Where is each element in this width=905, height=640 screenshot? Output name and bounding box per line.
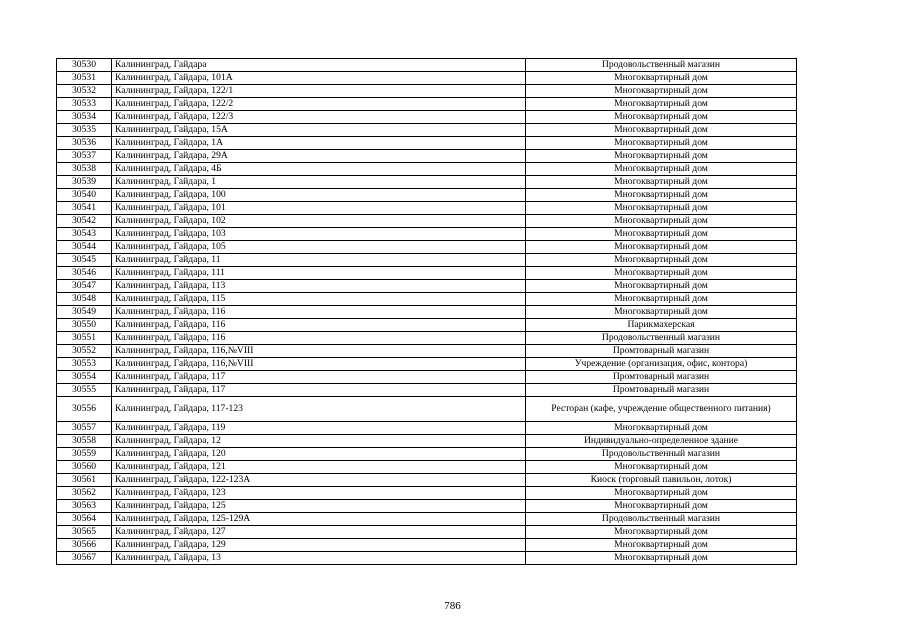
row-address: Калининград, Гайдара, 116 — [112, 332, 526, 345]
row-address: Калининград, Гайдара, 121 — [112, 461, 526, 474]
row-object-type: Продовольственный магазин — [526, 332, 797, 345]
row-address: Калининград, Гайдара, 122-123А — [112, 474, 526, 487]
row-id: 30553 — [57, 358, 112, 371]
row-object-type: Киоск (торговый павильон, лоток) — [526, 474, 797, 487]
row-address: Калининград, Гайдара, 11 — [112, 254, 526, 267]
row-id: 30538 — [57, 163, 112, 176]
row-address: Калининград, Гайдара — [112, 59, 526, 72]
row-object-type: Многоквартирный дом — [526, 228, 797, 241]
row-object-type: Индивидуально-определенное здание — [526, 435, 797, 448]
row-address: Калининград, Гайдара, 117-123 — [112, 397, 526, 422]
row-id: 30543 — [57, 228, 112, 241]
table-row — [57, 176, 797, 189]
table-row — [57, 137, 797, 150]
row-address: Калининград, Гайдара, 129 — [112, 539, 526, 552]
row-id: 30542 — [57, 215, 112, 228]
row-address: Калининград, Гайдара, 4Б — [112, 163, 526, 176]
row-object-type: Промтоварный магазин — [526, 371, 797, 384]
row-address: Калининград, Гайдара, 123 — [112, 487, 526, 500]
row-object-type: Многоквартирный дом — [526, 267, 797, 280]
row-object-type: Многоквартирный дом — [526, 461, 797, 474]
row-object-type: Многоквартирный дом — [526, 202, 797, 215]
row-id: 30541 — [57, 202, 112, 215]
row-id: 30565 — [57, 526, 112, 539]
row-id: 30550 — [57, 319, 112, 332]
table-row — [57, 189, 797, 202]
row-object-type: Многоквартирный дом — [526, 487, 797, 500]
table-row — [57, 150, 797, 163]
row-id: 30547 — [57, 280, 112, 293]
row-object-type: Учреждение (организация, офис, контора) — [526, 358, 797, 371]
table-row — [57, 513, 797, 526]
row-address: Калининград, Гайдара, 120 — [112, 448, 526, 461]
row-id: 30557 — [57, 422, 112, 435]
row-id: 30531 — [57, 72, 112, 85]
row-id: 30558 — [57, 435, 112, 448]
table-row — [57, 448, 797, 461]
row-address: Калининград, Гайдара, 119 — [112, 422, 526, 435]
row-id: 30559 — [57, 448, 112, 461]
table-row — [57, 293, 797, 306]
row-id: 30537 — [57, 150, 112, 163]
table-row — [57, 111, 797, 124]
row-object-type: Многоквартирный дом — [526, 163, 797, 176]
row-object-type: Многоквартирный дом — [526, 306, 797, 319]
table-row — [57, 487, 797, 500]
row-address: Калининград, Гайдара, 125 — [112, 500, 526, 513]
row-id: 30549 — [57, 306, 112, 319]
row-address: Калининград, Гайдара, 13 — [112, 552, 526, 565]
row-id: 30536 — [57, 137, 112, 150]
row-object-type: Многоквартирный дом — [526, 500, 797, 513]
table-row — [57, 539, 797, 552]
row-address: Калининград, Гайдара, 122/2 — [112, 98, 526, 111]
page-number: 786 — [444, 600, 461, 612]
row-id: 30546 — [57, 267, 112, 280]
address-table — [56, 58, 797, 565]
row-id: 30555 — [57, 384, 112, 397]
row-address: Калининград, Гайдара, 117 — [112, 384, 526, 397]
row-object-type: Многоквартирный дом — [526, 526, 797, 539]
table-row — [57, 267, 797, 280]
row-address: Калининград, Гайдара, 116 — [112, 306, 526, 319]
table-row — [57, 72, 797, 85]
row-id: 30540 — [57, 189, 112, 202]
row-id: 30552 — [57, 345, 112, 358]
row-id: 30567 — [57, 552, 112, 565]
table-row — [57, 371, 797, 384]
table-row — [57, 202, 797, 215]
row-address: Калининград, Гайдара, 116 — [112, 319, 526, 332]
row-address: Калининград, Гайдара, 101 — [112, 202, 526, 215]
row-object-type: Промтоварный магазин — [526, 384, 797, 397]
row-id: 30563 — [57, 500, 112, 513]
row-object-type: Многоквартирный дом — [526, 85, 797, 98]
row-object-type: Многоквартирный дом — [526, 98, 797, 111]
row-address: Калининград, Гайдара, 105 — [112, 241, 526, 254]
row-object-type: Многоквартирный дом — [526, 189, 797, 202]
row-object-type: Многоквартирный дом — [526, 176, 797, 189]
row-id: 30533 — [57, 98, 112, 111]
table-row — [57, 254, 797, 267]
row-address: Калининград, Гайдара, 101А — [112, 72, 526, 85]
row-object-type: Продовольственный магазин — [526, 59, 797, 72]
table-row — [57, 474, 797, 487]
row-object-type: Многоквартирный дом — [526, 215, 797, 228]
row-address: Калининград, Гайдара, 116,№VIII — [112, 358, 526, 371]
table-row — [57, 526, 797, 539]
table-row — [57, 163, 797, 176]
row-object-type: Продовольственный магазин — [526, 448, 797, 461]
row-id: 30545 — [57, 254, 112, 267]
row-address: Калининград, Гайдара, 122/3 — [112, 111, 526, 124]
row-address: Калининград, Гайдара, 116,№VIII — [112, 345, 526, 358]
row-address: Калининград, Гайдара, 113 — [112, 280, 526, 293]
row-address: Калининград, Гайдара, 12 — [112, 435, 526, 448]
table-row — [57, 306, 797, 319]
row-id: 30564 — [57, 513, 112, 526]
row-object-type: Многоквартирный дом — [526, 111, 797, 124]
row-address: Калининград, Гайдара, 103 — [112, 228, 526, 241]
row-address: Калининград, Гайдара, 15А — [112, 124, 526, 137]
row-id: 30532 — [57, 85, 112, 98]
table-row — [57, 332, 797, 345]
row-object-type: Многоквартирный дом — [526, 241, 797, 254]
row-object-type: Парикмахерская — [526, 319, 797, 332]
table-row — [57, 85, 797, 98]
row-object-type: Многоквартирный дом — [526, 137, 797, 150]
row-object-type: Многоквартирный дом — [526, 124, 797, 137]
row-address: Калининград, Гайдара, 115 — [112, 293, 526, 306]
row-id: 30530 — [57, 59, 112, 72]
row-id: 30560 — [57, 461, 112, 474]
table-row — [57, 124, 797, 137]
row-address: Калининград, Гайдара, 100 — [112, 189, 526, 202]
row-address: Калининград, Гайдара, 111 — [112, 267, 526, 280]
row-object-type: Многоквартирный дом — [526, 422, 797, 435]
row-id: 30544 — [57, 241, 112, 254]
row-object-type: Многоквартирный дом — [526, 254, 797, 267]
row-object-type: Ресторан (кафе, учреждение общественного питания) — [526, 397, 797, 422]
table-row — [57, 215, 797, 228]
table-row — [57, 422, 797, 435]
row-object-type: Продовольственный магазин — [526, 513, 797, 526]
row-object-type: Многоквартирный дом — [526, 150, 797, 163]
row-address: Калининград, Гайдара, 1 — [112, 176, 526, 189]
row-id: 30556 — [57, 397, 112, 422]
row-id: 30554 — [57, 371, 112, 384]
table-row — [57, 345, 797, 358]
table-row — [57, 241, 797, 254]
row-address: Калининград, Гайдара, 102 — [112, 215, 526, 228]
row-object-type: Многоквартирный дом — [526, 539, 797, 552]
table-row — [57, 59, 797, 72]
row-id: 30551 — [57, 332, 112, 345]
row-id: 30535 — [57, 124, 112, 137]
table-row — [57, 461, 797, 474]
table-row — [57, 280, 797, 293]
table-row — [57, 358, 797, 371]
table-row — [57, 397, 797, 422]
row-address: Калининград, Гайдара, 29А — [112, 150, 526, 163]
row-id: 30548 — [57, 293, 112, 306]
table-row — [57, 500, 797, 513]
row-id: 30534 — [57, 111, 112, 124]
row-object-type: Многоквартирный дом — [526, 293, 797, 306]
row-address: Калининград, Гайдара, 122/1 — [112, 85, 526, 98]
row-object-type: Многоквартирный дом — [526, 72, 797, 85]
table-row — [57, 384, 797, 397]
row-object-type: Промтоварный магазин — [526, 345, 797, 358]
row-address: Калининград, Гайдара, 127 — [112, 526, 526, 539]
table-row — [57, 552, 797, 565]
row-id: 30562 — [57, 487, 112, 500]
row-object-type: Многоквартирный дом — [526, 552, 797, 565]
address-table-body — [57, 59, 797, 565]
row-address: Калининград, Гайдара, 1А — [112, 137, 526, 150]
table-row — [57, 98, 797, 111]
row-id: 30539 — [57, 176, 112, 189]
table-row — [57, 319, 797, 332]
row-id: 30561 — [57, 474, 112, 487]
row-address: Калининград, Гайдара, 117 — [112, 371, 526, 384]
row-object-type: Многоквартирный дом — [526, 280, 797, 293]
row-address: Калининград, Гайдара, 125-129А — [112, 513, 526, 526]
row-id: 30566 — [57, 539, 112, 552]
table-row — [57, 228, 797, 241]
table-row — [57, 435, 797, 448]
